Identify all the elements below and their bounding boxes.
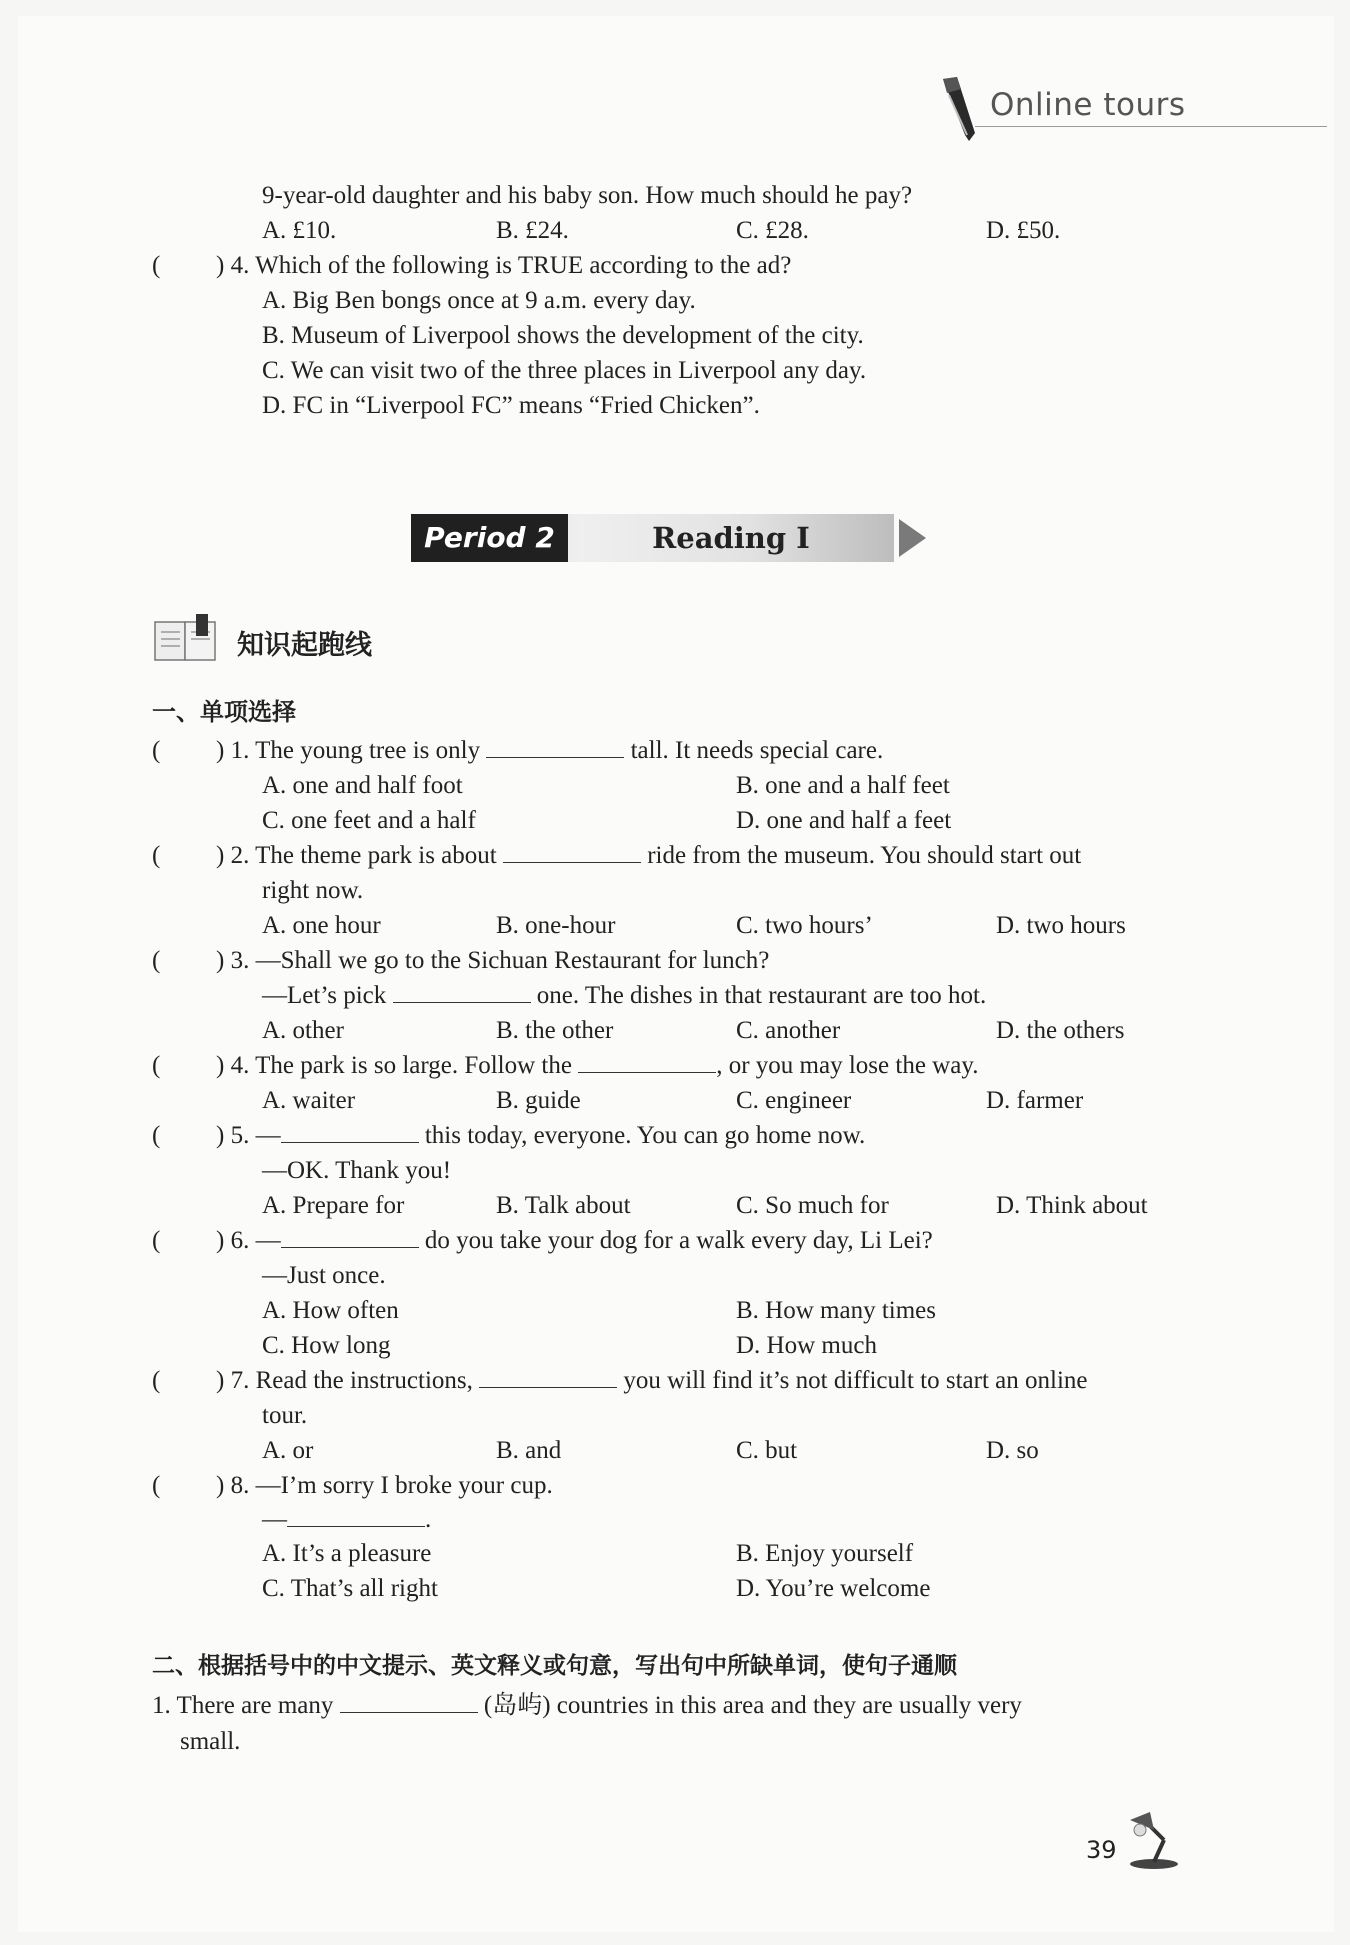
q5-reply: —OK. Thank you!: [262, 1157, 452, 1184]
pen-icon: [935, 75, 985, 145]
answer-paren[interactable]: (: [152, 1052, 161, 1079]
q2-continuation: right now.: [262, 877, 364, 904]
knowledge-heading: 知识起跑线: [237, 630, 372, 661]
q4s1-option-d: D. farmer: [986, 1087, 1084, 1114]
answer-blank[interactable]: [503, 842, 641, 863]
answer-blank[interactable]: [281, 1227, 419, 1248]
section1-title: 一、单项选择: [152, 698, 296, 726]
answer-blank[interactable]: [340, 1692, 478, 1713]
q8-reply-end: .: [425, 1506, 432, 1533]
question-5: [216, 1121, 865, 1151]
arrow-icon: [899, 519, 926, 557]
question-7: [216, 1366, 1087, 1396]
answer-paren[interactable]: (: [152, 1367, 161, 1394]
q8-option-b: B. Enjoy yourself: [736, 1540, 914, 1567]
q4-option-c: C. We can visit two of the three places in Liverpool any day.: [262, 357, 867, 384]
q3-option-c: C. £28.: [736, 217, 809, 244]
q8-option-a: A. It’s a pleasure: [262, 1540, 432, 1567]
question-4: [216, 1051, 978, 1081]
q3-option-c: C. another: [736, 1017, 841, 1044]
q3-option-a: A. other: [262, 1017, 344, 1044]
q3-option-d: D. the others: [996, 1017, 1125, 1044]
q8-option-d: D. You’re welcome: [736, 1575, 931, 1602]
q3-option-a: A. £10.: [262, 217, 337, 244]
q3-reply: —Let’s pick: [262, 982, 387, 1009]
answer-paren[interactable]: (: [152, 737, 161, 764]
q4-stem-end-s1: , or you may lose the way.: [716, 1052, 979, 1079]
q6-reply: —Just once.: [262, 1262, 386, 1289]
q7-option-a: A. or: [262, 1437, 314, 1464]
q1-stem: ) 1. The young tree is only: [216, 737, 481, 764]
q6-option-a: A. How often: [262, 1297, 399, 1324]
q5-option-b: B. Talk about: [496, 1192, 631, 1219]
q8-option-c: C. That’s all right: [262, 1575, 438, 1602]
answer-paren[interactable]: (: [152, 1472, 161, 1499]
desk-lamp-icon: [1120, 1808, 1182, 1870]
q5-stem-end: this today, everyone. You can go home now.: [424, 1122, 866, 1149]
q7-stem-end: you will find it’s not difficult to start an online: [623, 1367, 1088, 1394]
q6-option-c: C. How long: [262, 1332, 391, 1359]
q4-stem: ) 4. Which of the following is TRUE according to the ad?: [216, 252, 792, 279]
q3-tail-text: 9-year-old daughter and his baby son. How much should he pay?: [262, 182, 913, 209]
q4s1-option-c: C. engineer: [736, 1087, 852, 1114]
question-3-line2: [262, 981, 986, 1011]
header-rule: [975, 126, 1327, 127]
q2-option-b: B. one-hour: [496, 912, 616, 939]
question-8-line2: [262, 1505, 431, 1535]
answer-blank[interactable]: [287, 1506, 425, 1527]
q2-option-d: D. two hours: [996, 912, 1126, 939]
q4-stem-s1: ) 4. The park is so large. Follow the: [216, 1052, 572, 1079]
q4-option-a: A. Big Ben bongs once at 9 a.m. every day.: [262, 287, 696, 314]
q8-stem: ) 8. —I’m sorry I broke your cup.: [216, 1472, 553, 1499]
header-title: Online tours: [990, 87, 1186, 123]
q7-option-c: C. but: [736, 1437, 798, 1464]
q2-option-c: C. two hours’: [736, 912, 873, 939]
section2-title: 二、根据括号中的中文提示、英文释义或句意，写出句中所缺单词，使句子通顺: [152, 1653, 957, 1679]
answer-paren[interactable]: (: [152, 1227, 161, 1254]
q1-option-c: C. one feet and a half: [262, 807, 476, 834]
q2-option-a: A. one hour: [262, 912, 381, 939]
q6-option-d: D. How much: [736, 1332, 877, 1359]
q4s1-option-a: A. waiter: [262, 1087, 356, 1114]
q7-option-b: B. and: [496, 1437, 562, 1464]
q8-reply: —: [262, 1506, 287, 1533]
answer-blank[interactable]: [479, 1367, 617, 1388]
q7-option-d: D. so: [986, 1437, 1039, 1464]
q3-option-d: D. £50.: [986, 217, 1061, 244]
question-2: [216, 841, 1081, 871]
s2-q1-continuation: small.: [180, 1728, 241, 1755]
q1-option-d: D. one and half a feet: [736, 807, 952, 834]
answer-paren[interactable]: (: [152, 947, 161, 974]
q7-continuation: tour.: [262, 1402, 308, 1429]
q4-option-d: D. FC in “Liverpool FC” means “Fried Chicken”.: [262, 392, 760, 419]
q3-stem: ) 3. —Shall we go to the Sichuan Restaurant for lunch?: [216, 947, 770, 974]
q3-option-b: B. £24.: [496, 217, 569, 244]
q1-option-a: A. one and half foot: [262, 772, 463, 799]
answer-paren[interactable]: (: [152, 252, 161, 279]
q2-stem-end: ride from the museum. You should start out: [647, 842, 1082, 869]
answer-blank[interactable]: [393, 982, 531, 1003]
q5-option-d: D. Think about: [996, 1192, 1148, 1219]
answer-paren[interactable]: (: [152, 842, 161, 869]
answer-blank[interactable]: [578, 1052, 716, 1073]
q1-stem-end: tall. It needs special care.: [630, 737, 884, 764]
answer-blank[interactable]: [281, 1122, 419, 1143]
answer-blank[interactable]: [486, 737, 624, 758]
q2-stem: ) 2. The theme park is about: [216, 842, 497, 869]
s2-q1-stem-end: (岛屿) countries in this area and they are usually very: [483, 1692, 1022, 1719]
q4s1-option-b: B. guide: [496, 1087, 581, 1114]
question-1: [216, 736, 883, 766]
q5-option-a: A. Prepare for: [262, 1192, 405, 1219]
q3-option-b: B. the other: [496, 1017, 614, 1044]
question-6: [216, 1226, 933, 1256]
period-banner: [411, 514, 894, 562]
period-label: Period 2: [411, 514, 568, 562]
q7-stem: ) 7. Read the instructions,: [216, 1367, 473, 1394]
q3-reply-end: one. The dishes in that restaurant are too hot.: [536, 982, 987, 1009]
q5-stem: ) 5. —: [216, 1122, 281, 1149]
book-icon: [152, 614, 222, 664]
q6-option-b: B. How many times: [736, 1297, 936, 1324]
answer-paren[interactable]: (: [152, 1122, 161, 1149]
q1-option-b: B. one and a half feet: [736, 772, 950, 799]
q6-stem-end: do you take your dog for a walk every day, Li Lei?: [424, 1227, 933, 1254]
s2-question-1: [152, 1691, 1022, 1721]
s2-q1-stem: 1. There are many: [152, 1692, 334, 1719]
page-number: 39: [1086, 1836, 1117, 1864]
q6-stem: ) 6. —: [216, 1227, 281, 1254]
q5-option-c: C. So much for: [736, 1192, 889, 1219]
q4-option-b: B. Museum of Liverpool shows the development of the city.: [262, 322, 864, 349]
period-title: Reading I: [652, 521, 810, 555]
